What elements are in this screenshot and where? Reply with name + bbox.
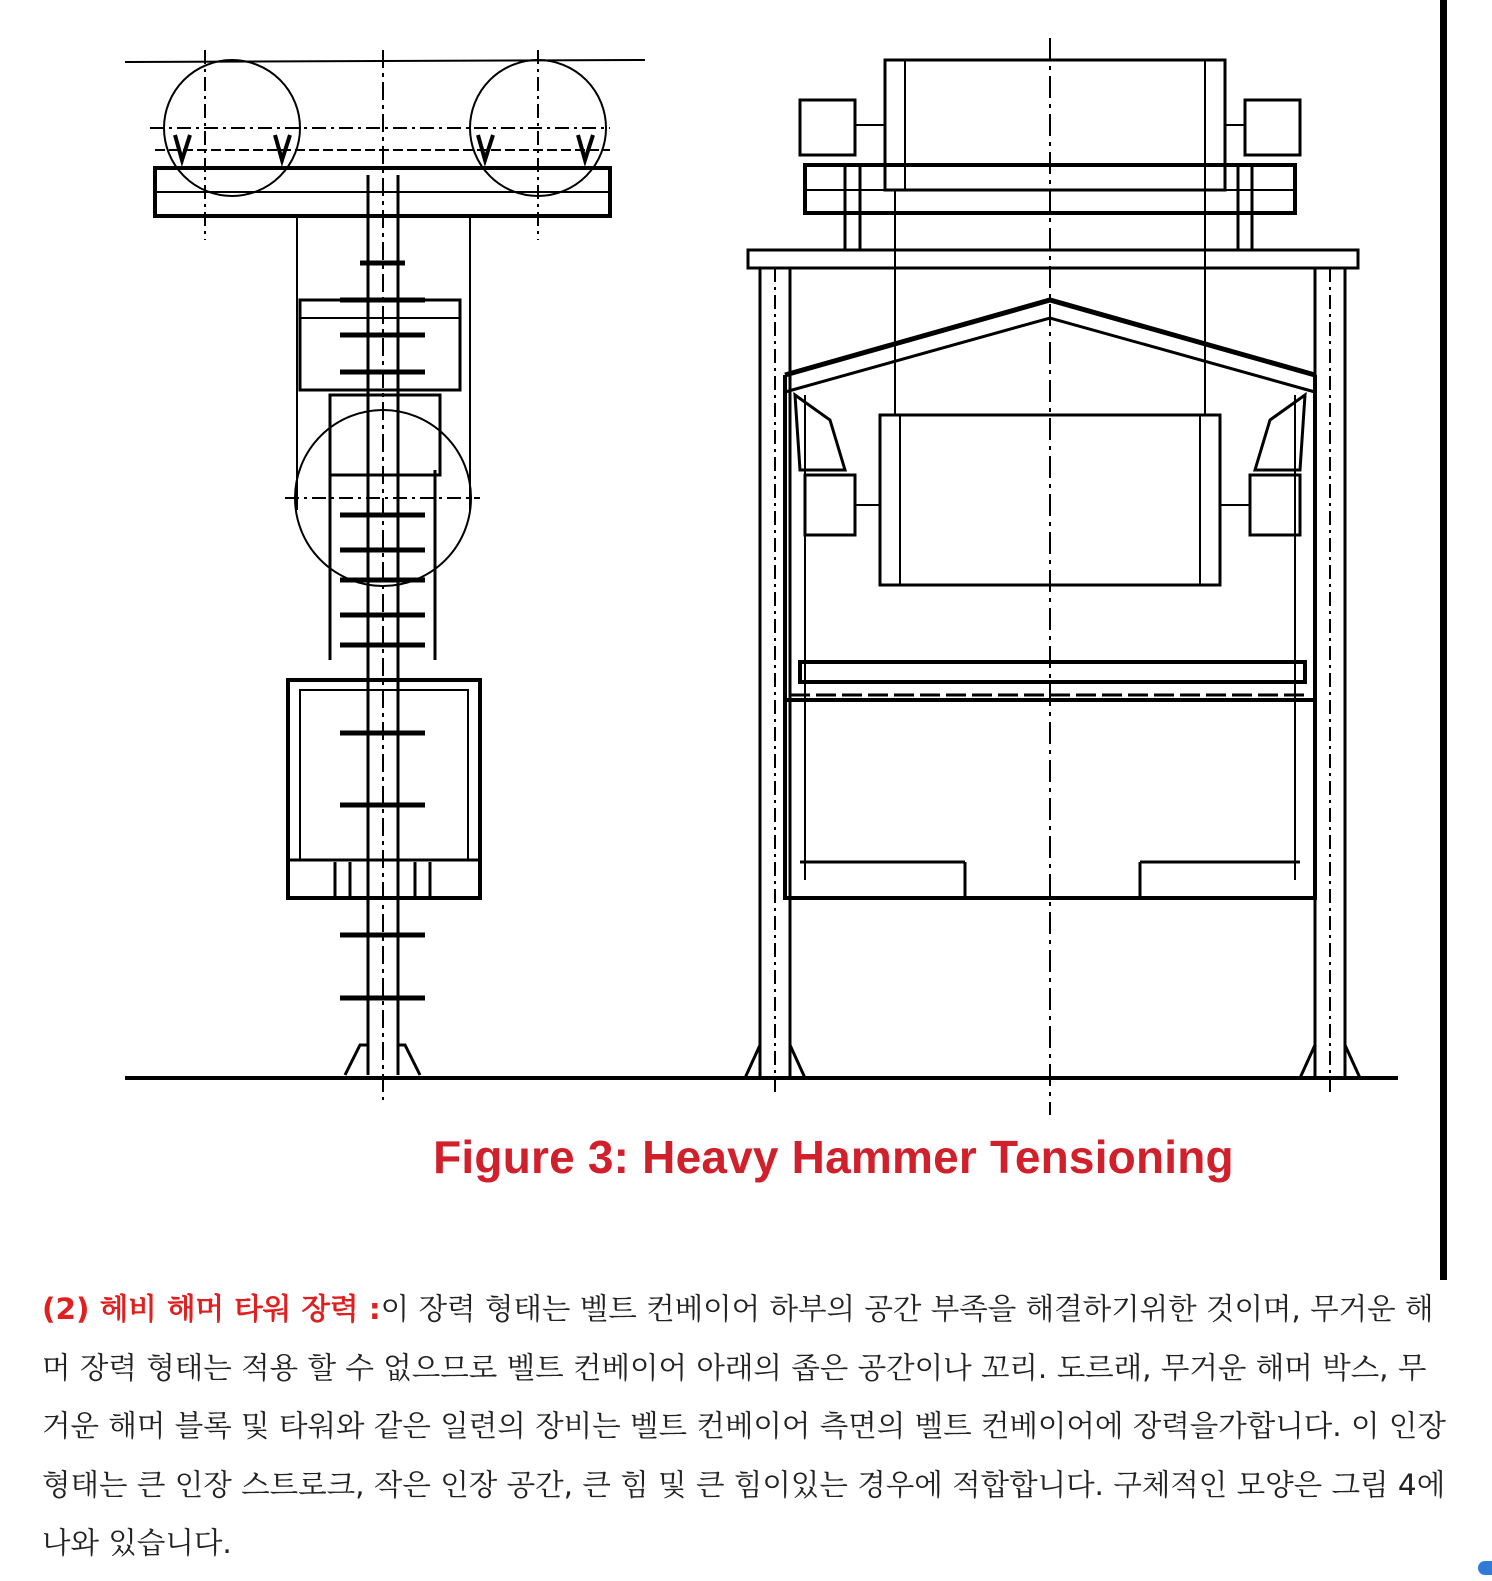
top-drum — [885, 60, 1225, 190]
side-view — [125, 50, 645, 1100]
page-edge-rule — [1440, 0, 1447, 1280]
figure-caption: Figure 3: Heavy Hammer Tensioning — [433, 1131, 1234, 1183]
article-paragraph — [42, 1280, 1447, 1573]
scroll-indicator[interactable] — [1478, 1561, 1492, 1575]
section-heading: (2) 헤비 해머 타워 장력 : — [42, 1292, 381, 1326]
front-view — [745, 38, 1360, 1115]
section-text: 이 장력 형태는 벨트 컨베이어 하부의 공간 부족을 해결하기위한 것이며, 무거운 해머 장력 형태는 적용 할 수 없으므로 벨트 컨베이어 아래의 좁은 공간이나 꼬리. 도르래, 무거운 해머 박스, 무거운 해머 블록 및 타워와 같은 일련의 장비는 벨트 컨베이어 측면의 벨트 컨베이어에 장력을가합니다. 이 인장 형태는 큰 인장 스트로크, 작은 인장 공간, 큰 힘 및 큰 힘이있는 경우에 적합합니다. 구체적인 모양은 그림 4에 나와 있습니다. — [42, 1292, 1446, 1560]
